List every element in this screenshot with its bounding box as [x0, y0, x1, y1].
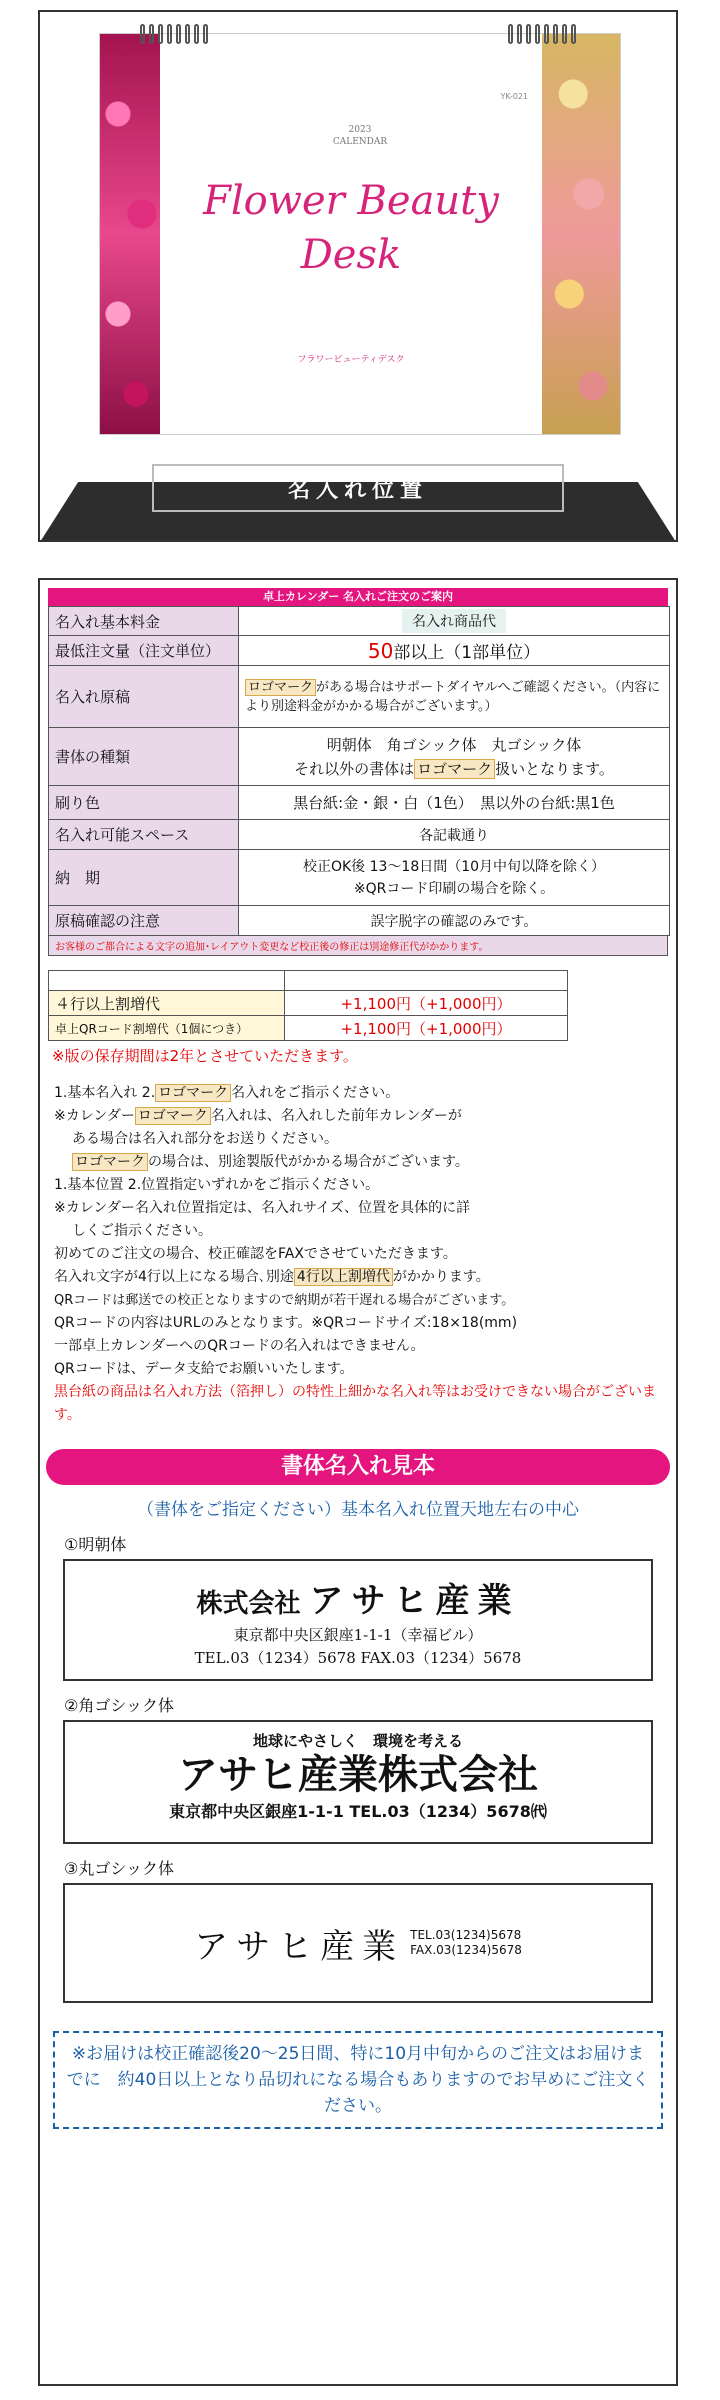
table-row: [49, 820, 670, 850]
table-row: 納 期 校正OK後 13～18日間（10月中旬以降を除く） ※QRコード印刷の場合を除く。: [49, 850, 670, 906]
row-label: 刷り色: [49, 786, 239, 820]
order-notes: 1.基本名入れ 2. ロゴマーク 名入れをご指示ください。 ※カレンダー ロゴマーク 名入れは、名入れした前年カレンダーが ある場合は名入れ部分をお送りください。 ロゴマーク の場合は、別途製版代がかかる場合がございます。 1.基本位置 2.位置指定いずれかをご指示ください。 ※カレンダー名入れ位置指定は、名入れサイズ、位置を具体的に詳 しくご指示ください。 初めてのご注文の場合、校正確認をFAXでさせていただきます。 名入れ文字が4行以上になる場合､別途 4行以上割増代 がかかります。 QRコードは郵送での校正となりますので納期が若干遅れる場合がございます。 QRコードの内容はURLのみとなります。※QRコードサイズ:18×18(mm) 一部卓上カレンダーへのQRコードの名入れはできません。 QRコードは、データ支給でお願いいたします。 黒台紙の商品は名入れ方法（箔押し）の特性上細かな名入れ等はお受けできない場合がございます。: [54, 1082, 666, 1427]
surcharge-value: +1,100円（+1,000円）: [285, 991, 568, 1016]
calendar-year: 2023 CALENDAR: [332, 125, 388, 147]
plate-storage-note: ※版の保存期間は2年とさせていただきます。: [52, 1047, 358, 1065]
calendar-title-kana: フラワービューティデスク: [297, 355, 405, 365]
surcharge-value: +1,100円（+1,000円）: [285, 1016, 568, 1041]
spiral-binding-left: [140, 24, 208, 44]
logo-mark-tag: ロゴマーク: [414, 759, 495, 779]
row-label: 書体の種類: [49, 728, 239, 786]
sample-label-maru-gothic: ③丸ゴシック体: [64, 1859, 175, 1878]
name-position-plate: 名入れ位置: [152, 464, 564, 512]
sample-label-mincho: ①明朝体: [64, 1535, 127, 1554]
delivery-time: 校正OK後 13～18日間（10月中旬以降を除く）: [302, 858, 606, 875]
calendar-page: [100, 34, 620, 434]
typeface-sample-banner: 書体名入れ見本: [46, 1449, 670, 1485]
product-photo: [38, 10, 678, 542]
logo-mark-tag: ロゴマーク: [155, 1084, 231, 1102]
logo-mark-tag: ロゴマーク: [135, 1107, 211, 1125]
typeface-sample-subtitle: （書体をご指定ください）基本名入れ位置天地左右の中心: [137, 1500, 579, 1520]
table-row: [49, 971, 568, 991]
table-row: 名入れ原稿 ロゴマーク がある場合はサポートダイヤルへご確認ください。（内容により別途料金がかかる場合がございます。）: [49, 666, 670, 728]
table-row: [49, 906, 670, 936]
logo-mark-tag: ロゴマーク: [245, 679, 316, 696]
typeface-list: 明朝体 角ゴシック体 丸ゴシック体: [326, 735, 582, 754]
spec-table: [48, 606, 670, 936]
sample-label-kaku-gothic: ②角ゴシック体: [64, 1696, 175, 1715]
table-row: 書体の種類 明朝体 角ゴシック体 丸ゴシック体 それ以外の書体は ロゴマーク 扱いとなります。: [49, 728, 670, 786]
surcharge-table: [48, 970, 568, 1041]
surcharge-tag: 4行以上割増代: [294, 1268, 393, 1286]
sample-plate-maru-gothic: アサヒ産業 TEL.03(1234)5678 FAX.03(1234)5678: [63, 1883, 653, 2003]
table-row: [49, 991, 568, 1016]
table-row: [49, 1016, 568, 1041]
surcharge-label: ４行以上割増代: [49, 991, 285, 1016]
delivery-notice: ※お届けは校正確認後20～25日間、特に10月中旬からのご注文はお届けまでに 約40日以上となり品切れになる場合もありますのでお早めにご注文ください。: [53, 2031, 663, 2129]
black-board-warning: 黒台紙の商品は名入れ方法（箔押し）の特性上細かな名入れ等はお受けできない場合がございます。: [54, 1384, 656, 1423]
print-color: 黒台紙:金・銀・白（1色） 黒以外の台紙:黒1色: [239, 786, 670, 820]
table-row: [49, 607, 670, 636]
row-label: 納 期: [49, 850, 239, 906]
base-fee-value: 名入れ商品代: [402, 609, 506, 633]
flower-photo-left: [100, 34, 160, 434]
calendar-title: Flower Beauty Desk: [203, 178, 499, 278]
table-row: 最低注文量（注文単位） 50部以上（1部単位）: [49, 636, 670, 666]
flower-photo-right: [542, 34, 620, 434]
revision-warning: お客様のご都合による文字の追加･レイアウト変更など校正後の修正は別途修正代がかかります。: [48, 936, 668, 956]
row-label: 最低注文量（注文単位）: [49, 636, 239, 666]
name-space: 各記載通り: [239, 820, 670, 850]
row-label: 名入れ原稿: [49, 666, 239, 728]
table-row: [49, 786, 670, 820]
spiral-binding-right: [508, 24, 576, 44]
proof-note: 誤字脱字の確認のみです。: [239, 906, 670, 936]
order-guide-header: 卓上カレンダー 名入れご注文のご案内: [48, 588, 668, 606]
order-guide: [38, 578, 678, 2386]
calendar-number: YK-021: [500, 92, 528, 101]
logo-mark-tag: ロゴマーク: [72, 1153, 148, 1171]
row-label: 名入れ基本料金: [49, 607, 239, 636]
sample-plate-kaku-gothic: 地球にやさしく 環境を考える アサヒ産業株式会社 東京都中央区銀座1-1-1 TEL.03（1234）5678㈹: [63, 1720, 653, 1844]
min-quantity: 50: [367, 639, 394, 663]
sample-plate-mincho: 株式会社 アサヒ産業 東京都中央区銀座1-1-1（幸福ビル） TEL.03（1234）5678 FAX.03（1234）5678: [63, 1559, 653, 1681]
surcharge-label: 卓上QRコード割増代（1個につき）: [49, 1016, 285, 1041]
row-label: 原稿確認の注意: [49, 906, 239, 936]
row-label: 名入れ可能スペース: [49, 820, 239, 850]
